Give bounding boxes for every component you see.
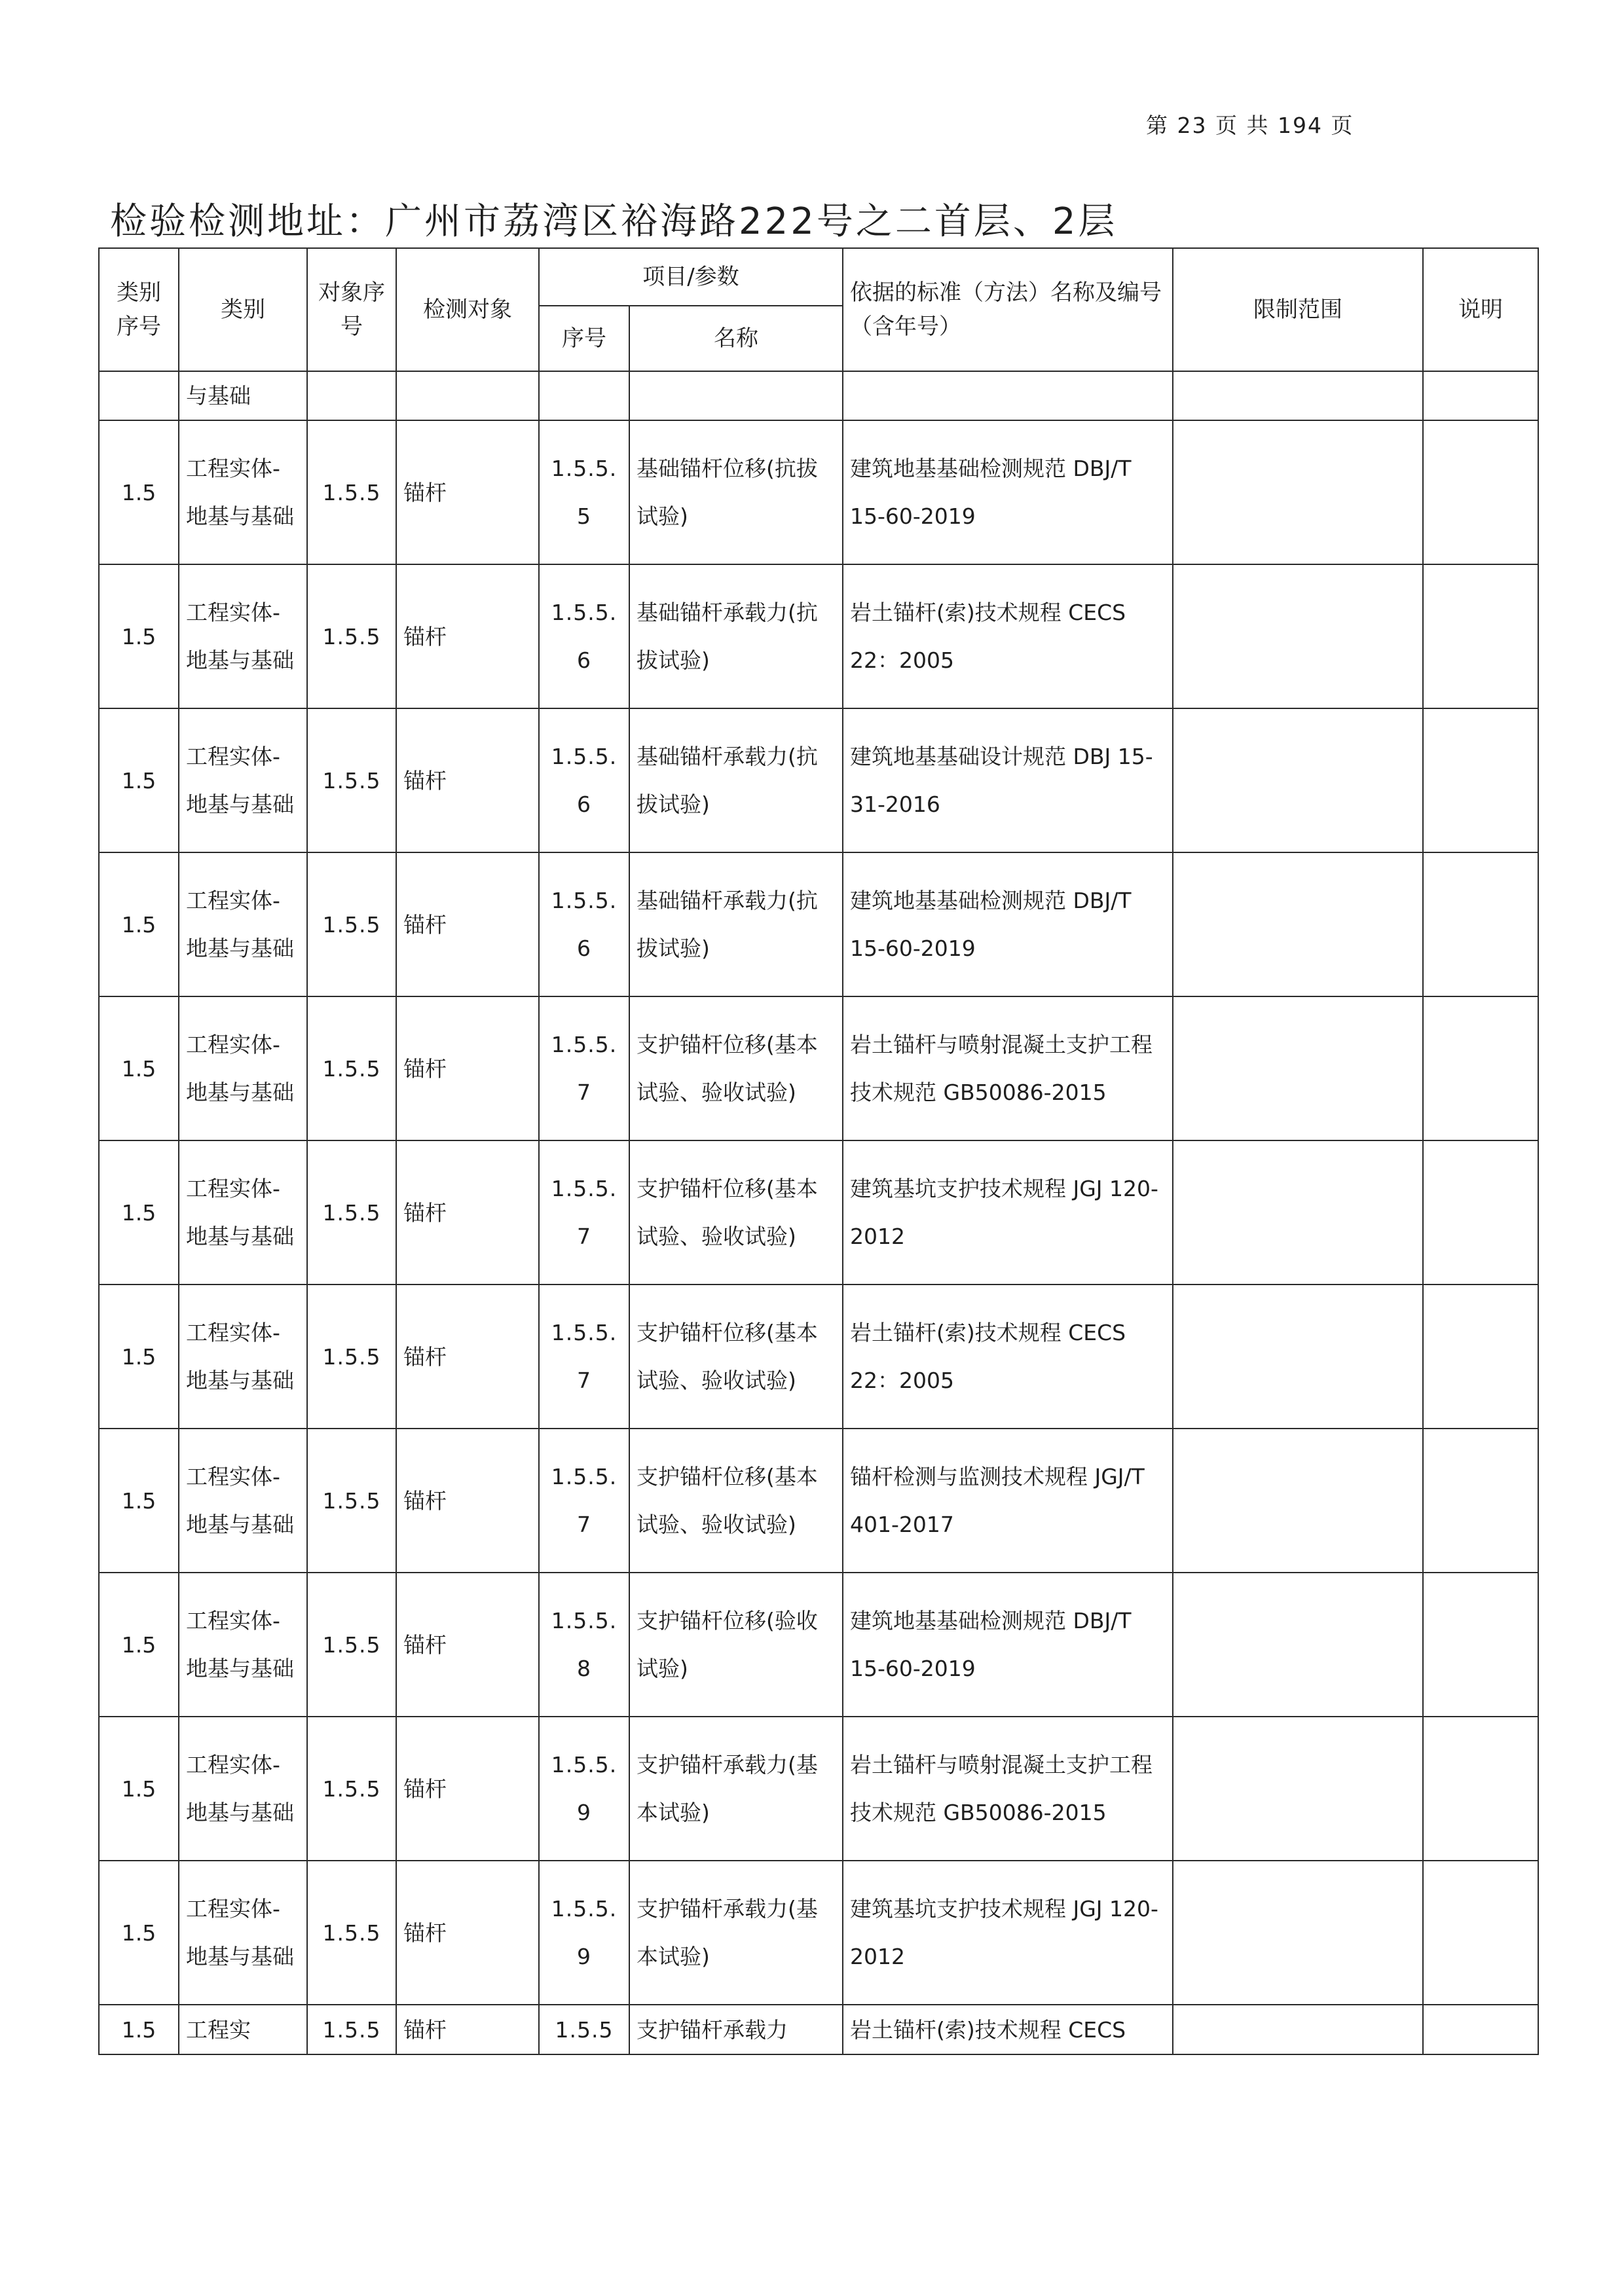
- cell-object: 锚杆: [396, 2005, 539, 2054]
- cell-limit: [1173, 1429, 1423, 1573]
- table-row: [99, 564, 1538, 708]
- cell-limit: [1173, 1285, 1423, 1429]
- cell-obj-no: 1.5.5: [307, 1429, 396, 1573]
- cell-standard: 岩土锚杆(索)技术规程 CECS 22：2005: [843, 1285, 1173, 1429]
- cell-standard: 建筑基坑支护技术规程 JGJ 120-2012: [843, 1861, 1173, 2005]
- cell-note: [1423, 1429, 1538, 1573]
- cell-object: 锚杆: [396, 420, 539, 564]
- cell-item-no: 1.5.5.7: [539, 1285, 629, 1429]
- cell-limit: [1173, 996, 1423, 1140]
- cell-note: [1423, 420, 1538, 564]
- cell-object: 锚杆: [396, 708, 539, 852]
- cell-obj-no: 1.5.5: [307, 1140, 396, 1285]
- table-row: [99, 1717, 1538, 1861]
- cell-obj-no: 1.5.5: [307, 852, 396, 996]
- header-item-param: 项目/参数: [539, 248, 843, 306]
- cell-cat-no: 1.5: [99, 852, 179, 996]
- table-row: [99, 1140, 1538, 1285]
- table-row: [99, 1861, 1538, 2005]
- table-row: [99, 852, 1538, 996]
- cell-note: [1423, 708, 1538, 852]
- cell-cat-no: 1.5: [99, 420, 179, 564]
- cell-obj-no: [307, 371, 396, 420]
- cell-note: [1423, 2005, 1538, 2054]
- cell-item-no: 1.5.5.6: [539, 564, 629, 708]
- cell-cat-no: 1.5: [99, 1429, 179, 1573]
- cell-note: [1423, 1861, 1538, 2005]
- header-category: 类别: [179, 248, 307, 371]
- cell-object: 锚杆: [396, 852, 539, 996]
- header-item-no: 序号: [539, 306, 629, 371]
- cell-item-no: [539, 371, 629, 420]
- cell-item-name: 基础锚杆承载力(抗拔试验): [629, 564, 843, 708]
- cell-item-name: [629, 371, 843, 420]
- cell-cat-no: 1.5: [99, 2005, 179, 2054]
- cell-item-name: 基础锚杆承载力(抗拔试验): [629, 708, 843, 852]
- cell-obj-no: 1.5.5: [307, 1861, 396, 2005]
- cell-item-no: 1.5.5: [539, 2005, 629, 2054]
- table-row: [99, 708, 1538, 852]
- cell-obj-no: 1.5.5: [307, 708, 396, 852]
- cell-object: 锚杆: [396, 996, 539, 1140]
- cell-standard: 建筑地基基础检测规范 DBJ/T 15-60-2019: [843, 852, 1173, 996]
- cell-item-no: 1.5.5.6: [539, 708, 629, 852]
- cell-limit: [1173, 852, 1423, 996]
- continuation-row: [99, 371, 1538, 420]
- cell-cat-no: 1.5: [99, 1140, 179, 1285]
- cell-object: 锚杆: [396, 1861, 539, 2005]
- cell-limit: [1173, 1140, 1423, 1285]
- cell-limit: [1173, 420, 1423, 564]
- cell-note: [1423, 371, 1538, 420]
- cell-obj-no: 1.5.5: [307, 564, 396, 708]
- cell-obj-no: 1.5.5: [307, 1573, 396, 1717]
- cell-note: [1423, 1717, 1538, 1861]
- cell-item-no: 1.5.5.7: [539, 1429, 629, 1573]
- cell-limit: [1173, 564, 1423, 708]
- cell-cat-no: 1.5: [99, 564, 179, 708]
- cell-category: 工程实体-地基与基础: [179, 1861, 307, 2005]
- header-object-no: 对象序号: [307, 248, 396, 371]
- testing-address: 检验检测地址：广州市荔湾区裕海路222号之二首层、2层: [110, 200, 1118, 243]
- cell-obj-no: 1.5.5: [307, 2005, 396, 2054]
- cell-object: 锚杆: [396, 1429, 539, 1573]
- cell-standard: 岩土锚杆与喷射混凝土支护工程技术规范 GB50086-2015: [843, 1717, 1173, 1861]
- cell-item-name: 基础锚杆承载力(抗拔试验): [629, 852, 843, 996]
- cell-cat-no: 1.5: [99, 1285, 179, 1429]
- cell-note: [1423, 996, 1538, 1140]
- cell-note: [1423, 852, 1538, 996]
- table-row: [99, 1429, 1538, 1573]
- cell-item-name: 支护锚杆位移(基本试验、验收试验): [629, 996, 843, 1140]
- cell-cat-no: 1.5: [99, 1717, 179, 1861]
- cell-limit: [1173, 371, 1423, 420]
- cell-obj-no: 1.5.5: [307, 1285, 396, 1429]
- cell-obj-no: 1.5.5: [307, 996, 396, 1140]
- cell-item-no: 1.5.5.6: [539, 852, 629, 996]
- cell-category: 工程实体-地基与基础: [179, 1429, 307, 1573]
- cell-item-no: 1.5.5.8: [539, 1573, 629, 1717]
- cell-item-no: 1.5.5.9: [539, 1861, 629, 2005]
- cell-item-name: 支护锚杆位移(基本试验、验收试验): [629, 1285, 843, 1429]
- cell-item-no: 1.5.5.7: [539, 1140, 629, 1285]
- cell-object: 锚杆: [396, 1717, 539, 1861]
- header-item-name: 名称: [629, 306, 843, 371]
- cell-category: 与基础: [179, 371, 307, 420]
- header-object: 检测对象: [396, 248, 539, 371]
- cell-item-name: 基础锚杆位移(抗拔试验): [629, 420, 843, 564]
- cell-limit: [1173, 1861, 1423, 2005]
- cell-category: 工程实体-地基与基础: [179, 996, 307, 1140]
- header-standard: 依据的标准（方法）名称及编号（含年号）: [843, 248, 1173, 371]
- cell-standard: [843, 371, 1173, 420]
- cell-item-name: 支护锚杆位移(基本试验、验收试验): [629, 1429, 843, 1573]
- cell-obj-no: 1.5.5: [307, 420, 396, 564]
- cell-category: 工程实体-地基与基础: [179, 1285, 307, 1429]
- cell-item-name: 支护锚杆承载力(基本试验): [629, 1861, 843, 2005]
- header-category-no: 类别序号: [99, 248, 179, 371]
- cell-limit: [1173, 1573, 1423, 1717]
- cell-category: 工程实体-地基与基础: [179, 708, 307, 852]
- cell-standard: 建筑地基基础检测规范 DBJ/T 15-60-2019: [843, 420, 1173, 564]
- cell-category: 工程实: [179, 2005, 307, 2054]
- cell-standard: 建筑基坑支护技术规程 JGJ 120-2012: [843, 1140, 1173, 1285]
- cell-category: 工程实体-地基与基础: [179, 852, 307, 996]
- cell-object: 锚杆: [396, 1285, 539, 1429]
- cell-standard: 岩土锚杆(索)技术规程 CECS 22：2005: [843, 564, 1173, 708]
- cell-cat-no: 1.5: [99, 996, 179, 1140]
- cell-note: [1423, 1573, 1538, 1717]
- cell-standard: 岩土锚杆(索)技术规程 CECS: [843, 2005, 1173, 2054]
- cell-standard: 岩土锚杆与喷射混凝土支护工程技术规范 GB50086-2015: [843, 996, 1173, 1140]
- cell-object: [396, 371, 539, 420]
- cell-category: 工程实体-地基与基础: [179, 564, 307, 708]
- cell-category: 工程实体-地基与基础: [179, 1573, 307, 1717]
- cell-note: [1423, 1285, 1538, 1429]
- cell-item-name: 支护锚杆位移(验收试验): [629, 1573, 843, 1717]
- cell-item-no: 1.5.5.9: [539, 1717, 629, 1861]
- cell-cat-no: 1.5: [99, 1573, 179, 1717]
- cell-object: 锚杆: [396, 1140, 539, 1285]
- cell-cat-no: 1.5: [99, 708, 179, 852]
- scope-table: [98, 247, 1539, 2055]
- cell-standard: 建筑地基基础设计规范 DBJ 15-31-2016: [843, 708, 1173, 852]
- cell-item-no: 1.5.5.7: [539, 996, 629, 1140]
- cell-note: [1423, 1140, 1538, 1285]
- cell-standard: 锚杆检测与监测技术规程 JGJ/T 401-2017: [843, 1429, 1173, 1573]
- cell-object: 锚杆: [396, 564, 539, 708]
- cell-object: 锚杆: [396, 1573, 539, 1717]
- cell-cat-no: [99, 371, 179, 420]
- cell-category: 工程实体-地基与基础: [179, 1140, 307, 1285]
- header-limit: 限制范围: [1173, 248, 1423, 371]
- cell-note: [1423, 564, 1538, 708]
- cell-item-name: 支护锚杆承载力(基本试验): [629, 1717, 843, 1861]
- cell-item-no: 1.5.5.5: [539, 420, 629, 564]
- table-row: [99, 1573, 1538, 1717]
- cell-category: 工程实体-地基与基础: [179, 420, 307, 564]
- cell-standard: 建筑地基基础检测规范 DBJ/T 15-60-2019: [843, 1573, 1173, 1717]
- table-row: [99, 1285, 1538, 1429]
- cell-limit: [1173, 1717, 1423, 1861]
- page-number: 第 23 页 共 194 页: [1146, 113, 1354, 138]
- cell-obj-no: 1.5.5: [307, 1717, 396, 1861]
- table-row: [99, 996, 1538, 1140]
- cell-limit: [1173, 2005, 1423, 2054]
- cell-item-name: 支护锚杆位移(基本试验、验收试验): [629, 1140, 843, 1285]
- table-row: [99, 420, 1538, 564]
- cell-cat-no: 1.5: [99, 1861, 179, 2005]
- cell-item-name: 支护锚杆承载力: [629, 2005, 843, 2054]
- cell-limit: [1173, 708, 1423, 852]
- header-note: 说明: [1423, 248, 1538, 371]
- cell-category: 工程实体-地基与基础: [179, 1717, 307, 1861]
- table-row: [99, 2005, 1538, 2054]
